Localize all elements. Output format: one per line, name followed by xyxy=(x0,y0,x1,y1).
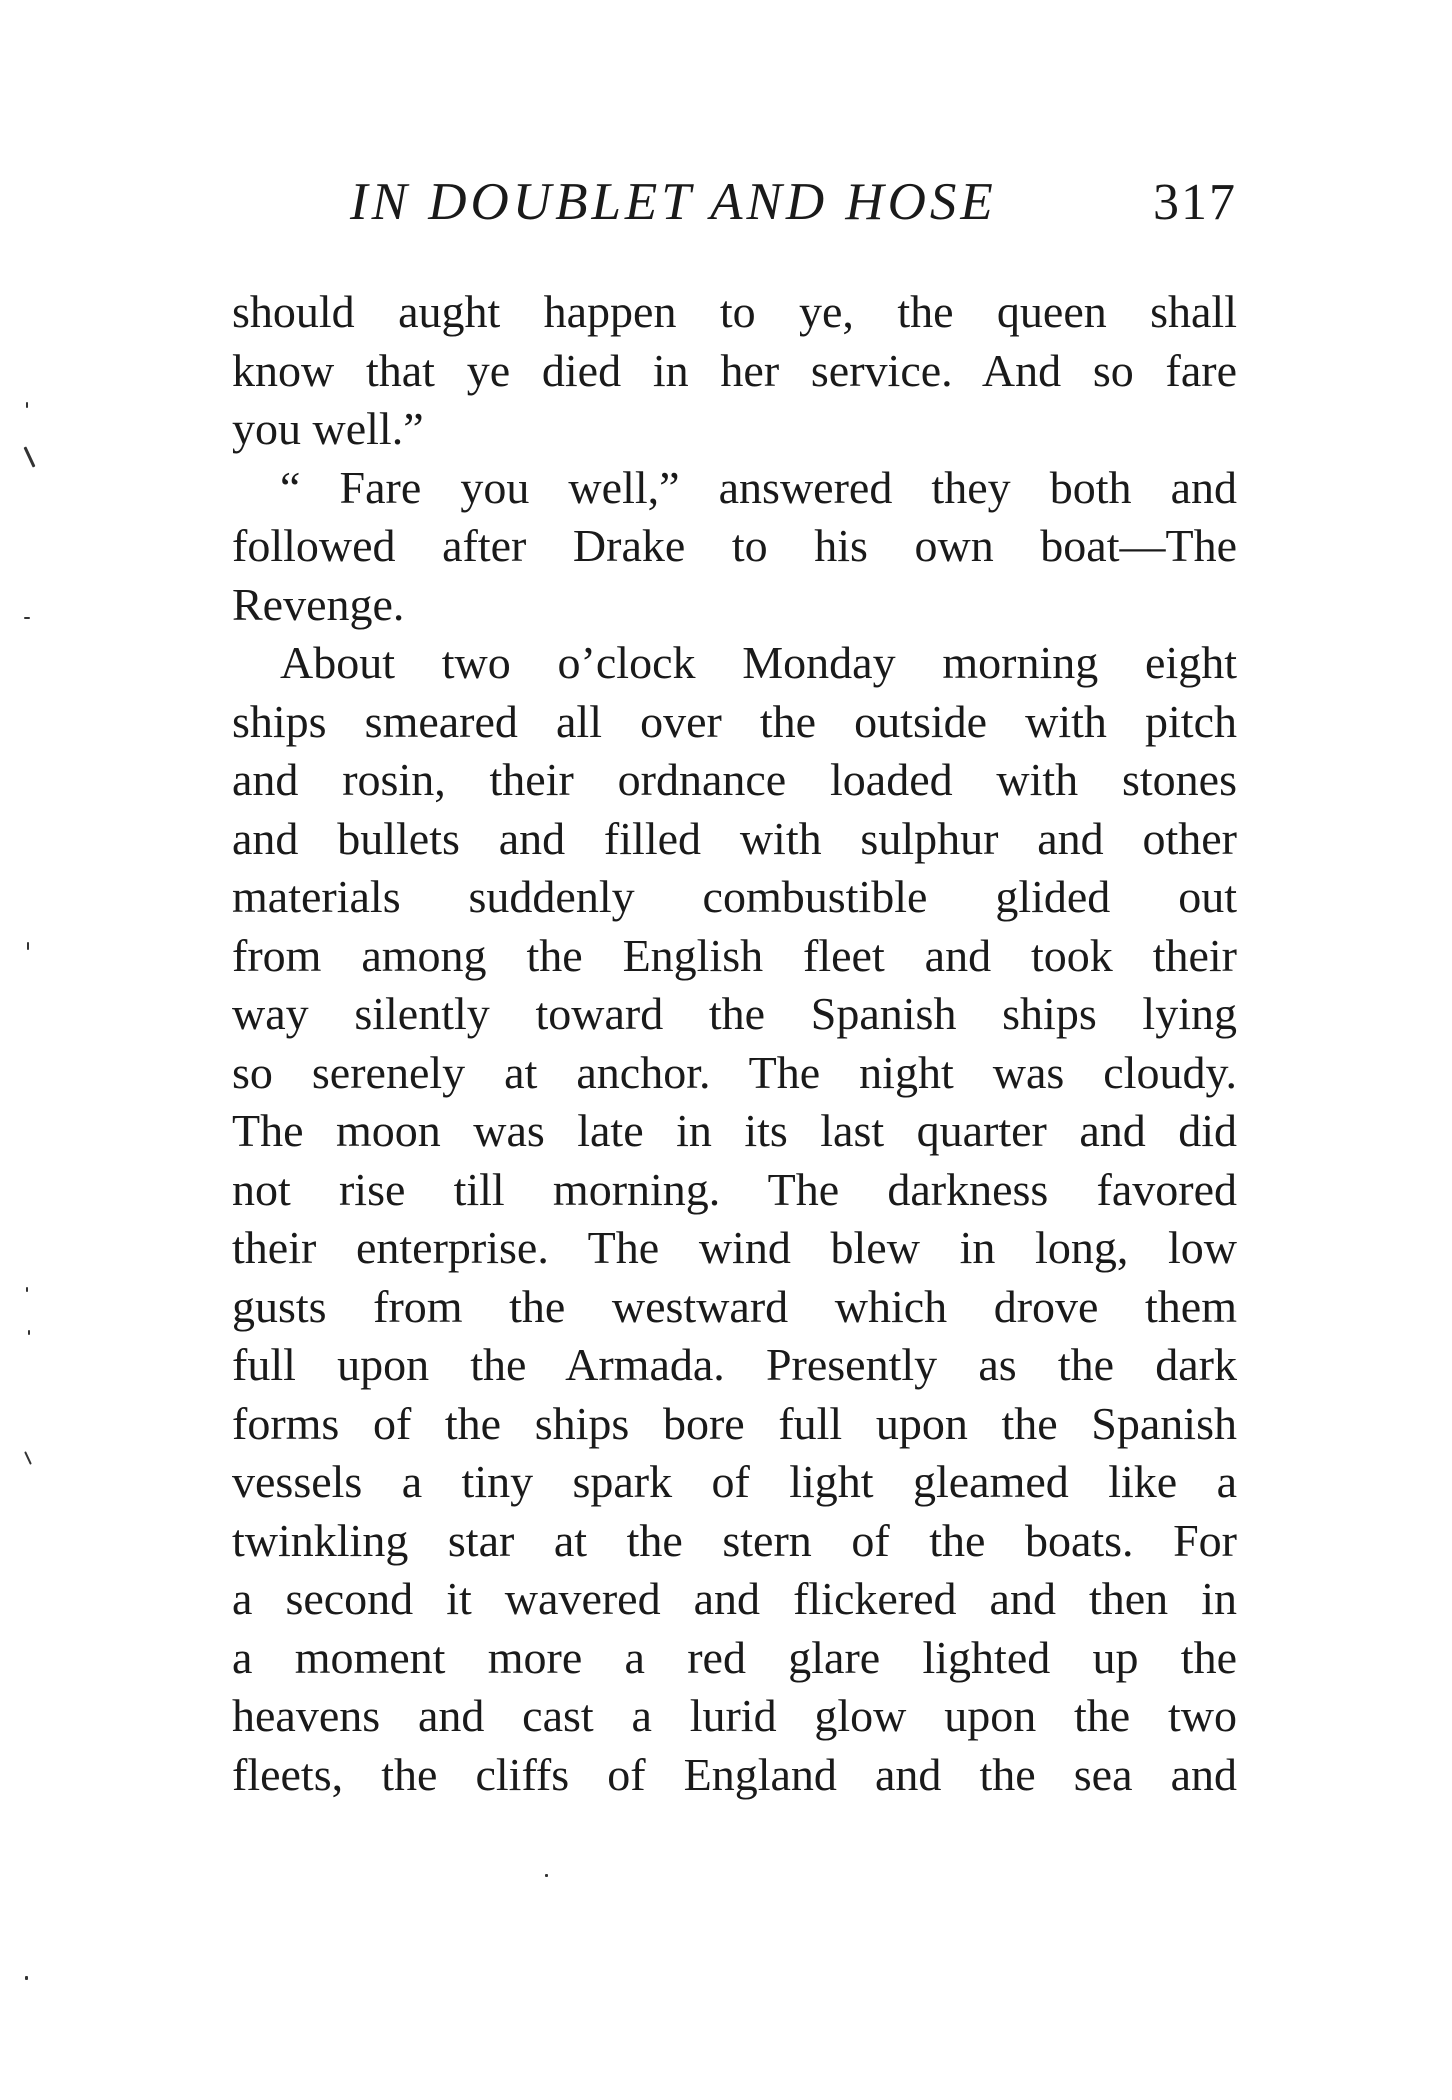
text-line: know that ye died in her service. And so fare xyxy=(232,344,1237,396)
text-line: full upon the Armada. Presently as the dark xyxy=(232,1339,1237,1390)
running-head-title: IN DOUBLET AND HOSE xyxy=(350,173,997,231)
text-line: should aught happen to ye, the queen shall xyxy=(232,286,1237,337)
text-line: a second it wavered and flickered and then in xyxy=(232,1573,1237,1624)
text-line: and bullets and filled with sulphur and other xyxy=(232,812,1237,864)
text-line: their enterprise. The wind blew in long, low xyxy=(232,1222,1237,1273)
scan-speck xyxy=(24,617,30,619)
scan-speck xyxy=(26,1287,28,1292)
page-number: 317 xyxy=(1153,174,1237,231)
text-line: The moon was late in its last quarter and did xyxy=(232,1105,1237,1156)
text-line: not rise till morning. The darkness favored xyxy=(232,1163,1237,1215)
text-line: ships smeared all over the outside with pitch xyxy=(232,695,1237,747)
text-line: About two o’clock Monday morning eight xyxy=(280,637,1237,688)
text-line: Revenge. xyxy=(232,578,405,630)
text-line: way silently toward the Spanish ships lying xyxy=(232,988,1237,1039)
scan-speck xyxy=(28,1330,30,1335)
text-line: forms of the ships bore full upon the Spanish xyxy=(232,1397,1237,1449)
text-line: a moment more a red glare lighted up the xyxy=(232,1631,1237,1683)
scan-speck xyxy=(26,402,28,408)
scan-speck xyxy=(545,1874,548,1877)
text-line: gusts from the westward which drove them xyxy=(232,1280,1237,1332)
scan-speck xyxy=(24,1451,32,1465)
scan-speck xyxy=(23,446,35,467)
text-line: heavens and cast a lurid glow upon the two xyxy=(232,1690,1237,1741)
text-line: twinkling star at the stern of the boats. For xyxy=(232,1514,1237,1566)
running-head xyxy=(232,172,1237,242)
text-line: vessels a tiny spark of light gleamed like a xyxy=(232,1456,1237,1507)
text-line: and rosin, their ordnance loaded with stones xyxy=(232,754,1237,805)
text-line: followed after Drake to his own boat—The xyxy=(232,520,1237,571)
body-text xyxy=(232,283,1237,1804)
text-line: materials suddenly combustible glided out xyxy=(232,871,1237,922)
text-line: you well.” xyxy=(232,403,424,454)
scan-speck xyxy=(25,1976,28,1980)
scan-speck xyxy=(27,942,29,950)
text-line: from among the English fleet and took their xyxy=(232,929,1237,981)
text-line: “ Fare you well,” answered they both and xyxy=(280,461,1237,513)
text-line: fleets, the cliffs of England and the sea and xyxy=(232,1748,1237,1800)
text-line: so serenely at anchor. The night was cloudy. xyxy=(232,1046,1237,1098)
